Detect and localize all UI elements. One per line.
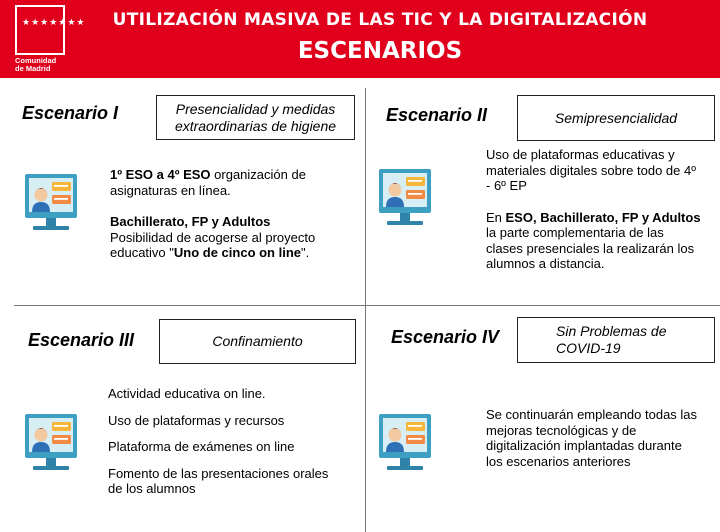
horizontal-divider [14,305,720,306]
scenario-3-description [108,386,333,497]
computer-chat-icon [377,163,433,229]
computer-chat-icon [23,408,79,474]
scenario-2-paragraph-1: Uso de plataformas educativas y materiales digitales sobre todo de 4º - 6º EP [486,147,696,193]
scenario-3-item: Uso de plataformas y recursos [108,412,285,428]
scenario-4-label-line-2: COVID-19 [556,340,621,356]
scenario-3-item: Fomento de las presentaciones orales de los alumnos [108,465,329,496]
logo-stars-icon: ★★★★★★★ [22,17,86,27]
scenario-3-label: Confinamiento [212,333,303,349]
comunidad-de-madrid-logo [15,5,86,73]
scenario-4-description [486,407,701,469]
scenario-2-title: Escenario II [386,105,488,125]
scenario-1-description [110,167,345,261]
scenario-1-paragraph-2: Posibilidad de acogerse al proyecto educativo "Uno de cinco on line". [110,229,316,260]
scenario-2-description [486,147,701,272]
scenario-3-item: Plataforma de exámenes on line [108,439,295,454]
scenario-1-label-line-1: Presencialidad y medidas [175,100,336,117]
computer-chat-icon [23,168,79,234]
scenario-1-label-line-2: extraordinarias de higiene [174,117,337,134]
scenario-3-label-box [159,319,356,364]
scenario-1-title: Escenario I [22,103,119,123]
computer-chat-icon [377,408,433,474]
scenario-1-label-box [156,95,355,140]
scenario-3-item: Actividad educativa on line. [108,386,266,401]
scenario-4-label-line-1: Sin Problemas de [556,323,667,339]
scenario-2-label: Semipresencialidad [554,109,678,126]
scenario-1-paragraph-1: 1º ESO a 4º ESO organización de asignaturas en línea. [110,167,306,198]
header-banner [0,0,720,78]
page-subtitle: ESCENARIOS [297,38,463,64]
scenario-2-label-box [517,95,715,141]
vertical-divider [365,88,366,532]
scenario-4-label-box [517,317,715,363]
scenario-2-paragraph-2: En ESO, Bachillerato, FP y Adultos la parte complementaria de las clases presenciales la realizarán los alumnos a distancia. [486,209,701,271]
logo-line-2: de Madrid [15,64,51,73]
scenario-4-paragraph: Se continuarán empleando todas las mejoras tecnológicas y de digitalización implantadas durante los escenarios anteriores [486,407,698,469]
scenario-3-title: Escenario III [28,330,135,350]
logo-text [15,57,75,73]
scenario-4-title: Escenario IV [391,327,500,347]
page-title: UTILIZACIÓN MASIVA DE LAS TIC Y LA DIGITALIZACIÓN [112,10,648,30]
logo-line-1: Comunidad [15,56,57,65]
scenario-1-paragraph-2-heading: Bachillerato, FP y Adultos [110,214,271,229]
logo-box [15,5,86,55]
